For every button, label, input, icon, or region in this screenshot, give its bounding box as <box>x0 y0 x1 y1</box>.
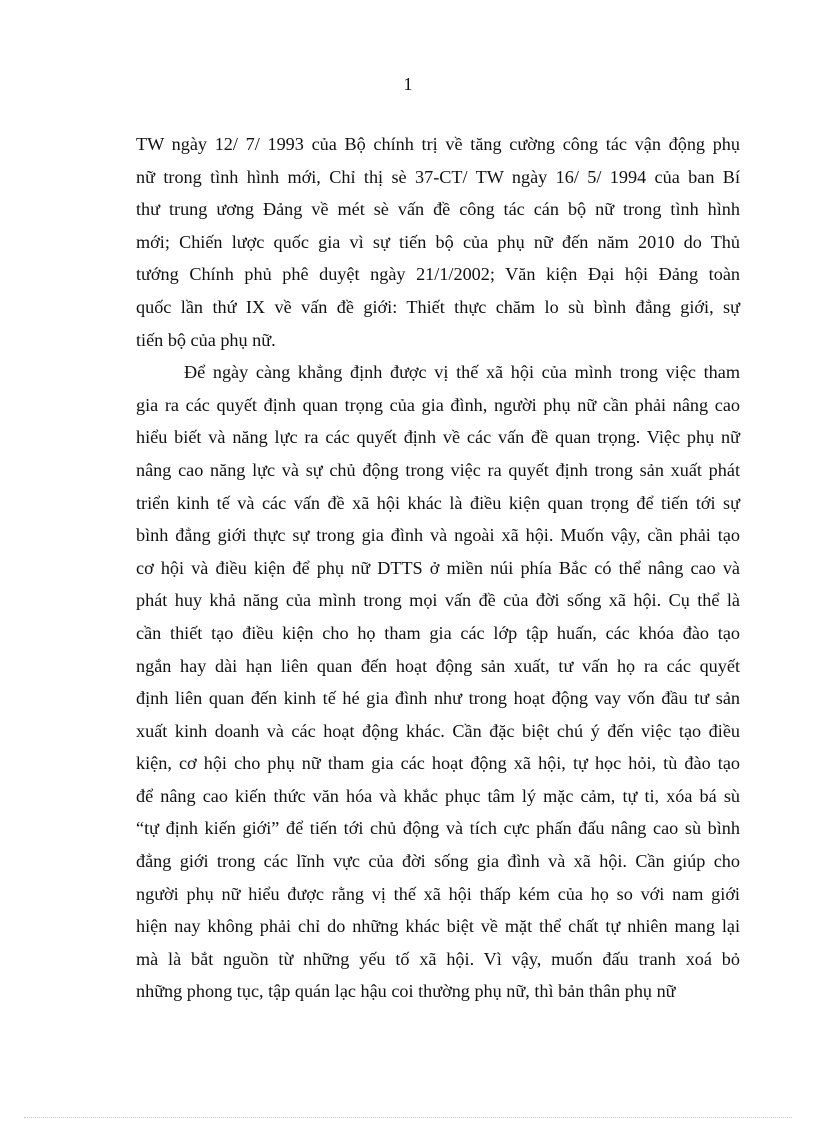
text-line: xuất kinh doanh và các hoạt động khác. Cần đặc biệt chú ý đến việc tạo điều <box>136 720 740 741</box>
paragraph-1 <box>136 128 740 356</box>
text-line: hiểu biết và năng lực ra các quyết định về các vấn đề quan trọng. Việc phụ nữ <box>136 427 740 448</box>
document-body <box>136 128 740 1008</box>
text-line: đẳng giới trong các lĩnh vực của đời sống gia đình và xã hội. Cần giúp cho <box>136 851 740 872</box>
page-number: 1 <box>403 74 413 94</box>
text-line: phát huy khả năng của mình trong mọi vấn đề của đời sống xã hội. Cụ thể là <box>136 590 740 611</box>
text-line: thư trung ương Đảng về mét sè vấn đề công tác cán bộ nữ trong tình hình <box>136 199 740 220</box>
text-line: kiện, cơ hội cho phụ nữ tham gia các hoạt động xã hội, tự học hỏi, tù đào tạo <box>136 753 740 774</box>
text-line: những phong tục, tập quán lạc hậu coi thường phụ nữ, thì bản thân phụ nữ <box>136 981 676 1002</box>
text-line: Để ngày càng khẳng định được vị thế xã hội của mình trong việc tham <box>184 362 740 383</box>
text-line: nữ trong tình hình mới, Chỉ thị sè 37-CT/ TW ngày 16/ 5/ 1994 của ban Bí <box>136 166 740 187</box>
text-line: định liên quan đến kinh tế hé gia đình như trong hoạt động vay vốn đầu tư sản <box>136 688 740 709</box>
text-line: quốc lần thứ IX về vấn đề giới: Thiết thực chăm lo sù bình đẳng giới, sự <box>136 296 740 317</box>
text-line: tướng Chính phủ phê duyệt ngày 21/1/2002; Văn kiện Đại hội Đảng toàn <box>136 264 740 285</box>
text-line: cần thiết tạo điều kiện cho họ tham gia các lớp tập huấn, các khóa đào tạo <box>136 622 740 643</box>
text-line: “tự định kiến giới” để tiến tới chủ động và tích cực phấn đấu nâng cao sù bình <box>136 818 740 839</box>
text-line: mà là bắt nguồn từ những yếu tố xã hội. Vì vậy, muốn đấu tranh xoá bỏ <box>136 948 740 969</box>
text-line: hiện nay không phải chỉ do những khác biệt về mặt thể chất tự nhiên mang lại <box>136 916 740 937</box>
text-line: để nâng cao kiến thức văn hóa và khắc phục tâm lý mặc cảm, tự ti, xóa bá sù <box>136 785 740 806</box>
text-line: mới; Chiến lược quốc gia vì sự tiến bộ của phụ nữ đến năm 2010 do Thủ <box>136 231 740 252</box>
page-bottom-divider <box>24 1117 792 1118</box>
paragraph-2 <box>136 356 740 1008</box>
text-line: gia ra các quyết định quan trọng của gia đình, người phụ nữ cần phải nâng cao <box>136 394 740 415</box>
text-line: TW ngày 12/ 7/ 1993 của Bộ chính trị về tăng cường công tác vận động phụ <box>136 134 740 154</box>
text-line: nâng cao năng lực và sự chủ động trong việc ra quyết định trong sản xuất phát <box>136 459 740 480</box>
text-line: cơ hội và điều kiện để phụ nữ DTTS ở miền núi phía Bắc có thể nâng cao và <box>136 557 740 578</box>
text-line: tiến bộ của phụ nữ. <box>136 329 276 350</box>
text-line: ngắn hay dài hạn liên quan đến hoạt động sản xuất, tư vấn họ ra các quyết <box>136 655 740 676</box>
text-line: triển kinh tế và các vấn đề xã hội khác là điều kiện quan trọng để tiến tới sự <box>136 492 740 513</box>
text-line: người phụ nữ hiểu được rằng vị thế xã hội thấp kém của họ so với nam giới <box>136 883 740 904</box>
text-line: bình đẳng giới thực sự trong gia đình và ngoài xã hội. Muốn vậy, cần phải tạo <box>136 525 740 546</box>
